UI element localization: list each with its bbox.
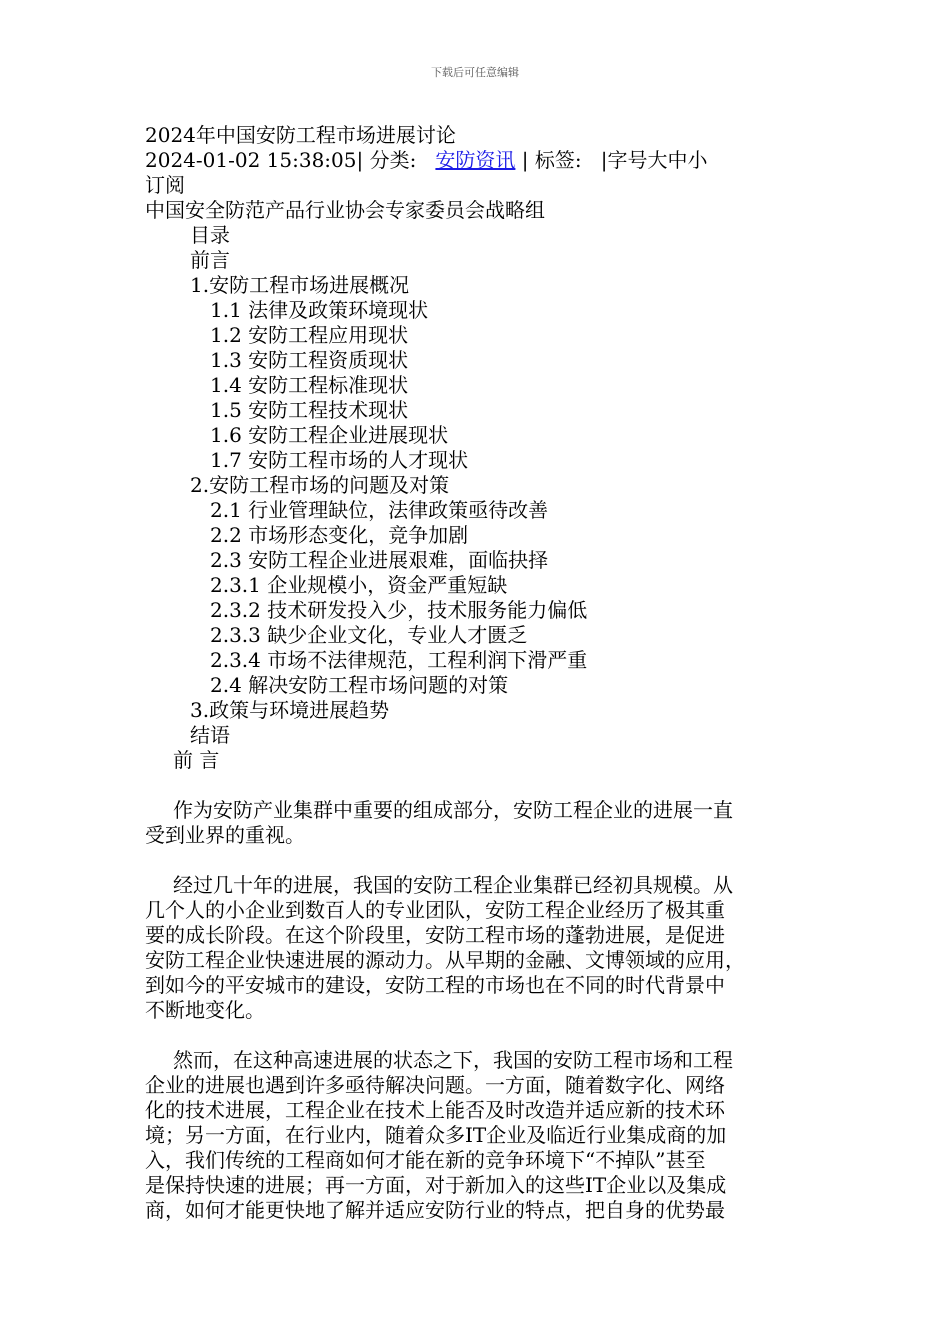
paragraph-line: 入，我们传统的工程商如何才能在新的竞争环境下“不掉队”甚至 [145,1148,706,1172]
subscribe-link[interactable]: 订阅 [145,173,185,197]
toc-item: 1.2 安防工程应用现状 [210,323,409,347]
paragraph [145,873,825,1023]
tag-separator: | 标签: [521,148,582,172]
toc-item: 1.4 安防工程标准现状 [210,373,409,397]
toc-item: 1.3 安防工程资质现状 [210,348,409,372]
document-body [145,123,825,1223]
paragraph-line: 化的技术进展，工程企业在技术上能否及时改造并适应新的技术环 [145,1098,725,1122]
toc-item: 2.4 解决安防工程市场问题的对策 [210,673,509,697]
toc-section-3: 3.政策与环境进展趋势 [190,698,390,722]
toc-item: 1.7 安防工程市场的人才现状 [210,448,469,472]
toc-item: 2.3.1 企业规模小，资金严重短缺 [210,573,508,597]
paragraph-line: 受到业界的重视。 [145,823,305,847]
post-datetime: 2024-01-02 15:38:05 [145,148,357,172]
toc-heading: 目录 [190,223,230,247]
paragraph-line: 商，如何才能更快地了解并适应安防行业的特点，把自身的优势最 [145,1198,725,1222]
category-link[interactable]: 安防资讯 [435,148,516,172]
paragraph [145,798,825,848]
paragraph-line: 到如今的平安城市的建设，安防工程的市场也在不同的时代背景中 [145,973,725,997]
font-size-switch[interactable]: |字号大中小 [600,148,708,172]
page-title: 2024年中国安防工程市场进展讨论 [145,123,456,147]
toc-section-2: 2.安防工程市场的问题及对策 [190,473,450,497]
toc-item: 2.1 行业管理缺位，法律政策亟待改善 [210,498,549,522]
paragraph-line: 经过几十年的进展，我国的安防工程企业集群已经初具规模。从 [173,873,733,897]
toc-item: 2.3.2 技术研发投入少，技术服务能力偏低 [210,598,588,622]
paragraph-line: 企业的进展也遇到许多亟待解决问题。一方面，随着数字化、网络 [145,1073,725,1097]
toc-section-1: 1.安防工程市场进展概况 [190,273,410,297]
toc-foreword: 前言 [190,248,230,272]
toc-item: 1.5 安防工程技术现状 [210,398,409,422]
spacer [145,1023,825,1048]
paragraph-line: 安防工程企业快速进展的源动力。从早期的金融、文博领域的应用， [145,948,745,972]
toc-item: 2.3 安防工程企业进展艰难，面临抉择 [210,548,549,572]
category-separator: | 分类: [356,148,417,172]
toc-item: 1.6 安防工程企业进展现状 [210,423,449,447]
paragraph-line: 不断地变化。 [145,998,265,1022]
paragraph-line: 几个人的小企业到数百人的专业团队，安防工程企业经历了极其重 [145,898,725,922]
foreword-title: 前 言 [173,748,220,772]
paragraph-line: 境；另一方面，在行业内，随着众多IT企业及临近行业集成商的加 [145,1123,727,1147]
paragraph-line: 要的成长阶段。在这个阶段里，安防工程市场的蓬勃进展，是促进 [145,923,725,947]
toc-item: 1.1 法律及政策环境现状 [210,298,429,322]
toc-item: 2.3.3 缺少企业文化，专业人才匮乏 [210,623,528,647]
spacer [145,773,825,798]
paragraph-line: 是保持快速的进展；再一方面，对于新加入的这些IT企业以及集成 [145,1173,727,1197]
spacer [145,848,825,873]
meta-line [145,148,825,173]
download-note: 下载后可任意编辑 [431,66,519,79]
author-line: 中国安全防范产品行业协会专家委员会战略组 [145,198,545,222]
toc-conclusion: 结语 [190,723,230,747]
paragraph-line: 作为安防产业集群中重要的组成部分，安防工程企业的进展一直 [173,798,733,822]
paragraph [145,1048,825,1223]
toc-item: 2.2 市场形态变化，竞争加剧 [210,523,469,547]
paragraph-line: 然而，在这种高速进展的状态之下，我国的安防工程市场和工程 [173,1048,733,1072]
toc-item: 2.3.4 市场不法律规范，工程利润下滑严重 [210,648,588,672]
